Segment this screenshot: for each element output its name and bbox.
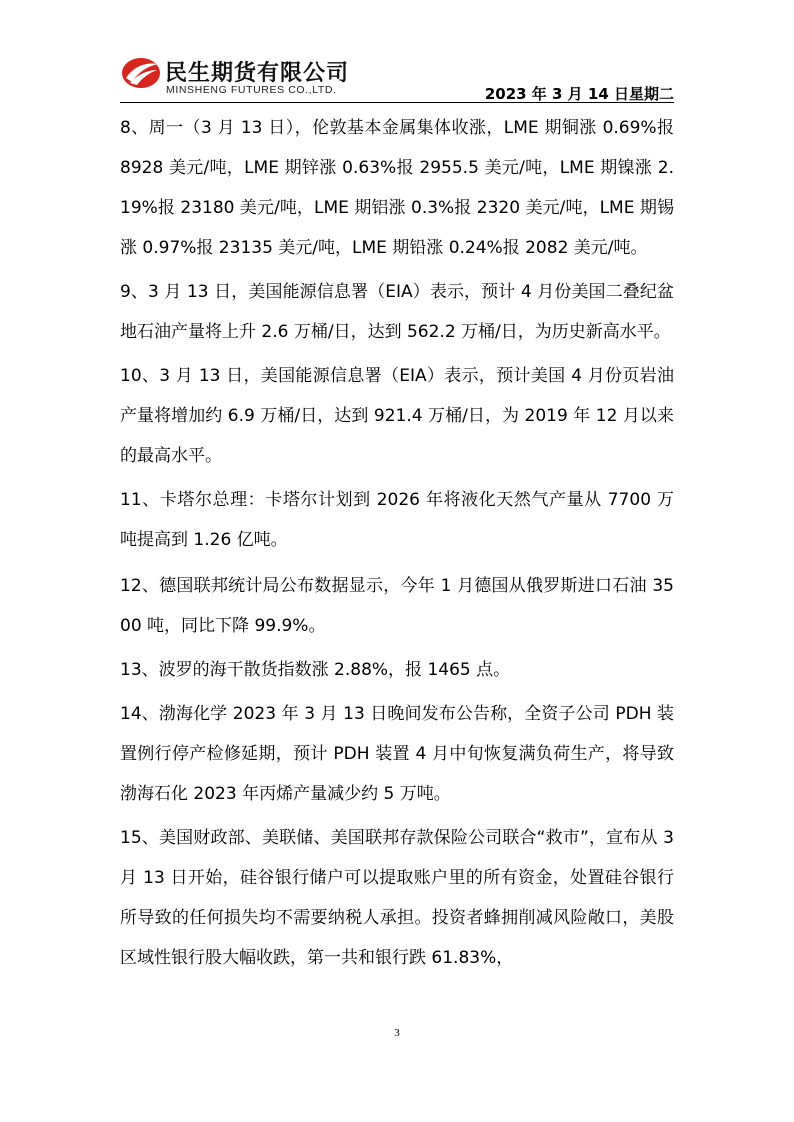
report-date: 2023 年 3 月 14 日星期二: [484, 85, 674, 103]
news-item-13: 13、波罗的海干散货指数涨 2.88%，报 1465 点。: [120, 660, 511, 680]
page-number: 3: [394, 1027, 400, 1039]
news-item-10: 10、3 月 13 日，美国能源信息署（EIA）表示，预计美国 4 月份页岩油产量将增加约 6.9 万桶/日，达到 921.4 万桶/日，为 2019 年 12 月以来的最高水平。: [120, 366, 674, 466]
news-item-14: 14、渤海化学 2023 年 3 月 13 日晚间发布公告称，全资子公司 PDH 装置例行停产检修延期，预计 PDH 装置 4 月中旬恢复满负荷生产，将导致渤海石化 2023 年丙烯产量减少约 5 万吨。: [120, 704, 674, 804]
logo-chinese-name: 民生期货有限公司: [165, 61, 350, 86]
page-header: [120, 52, 674, 102]
logo-english-name: MINSHENG FUTURES CO.,LTD.: [166, 84, 337, 96]
news-item-12: 12、德国联邦统计局公布数据显示，今年 1 月德国从俄罗斯进口石油 3500 吨，同比下降 99.9%。: [120, 576, 674, 636]
news-item-15: 15、美国财政部、美联储、美国联邦存款保险公司联合“救市”，宣布从 3 月 13 日开始，硅谷银行储户可以提取账户里的所有资金，处置硅谷银行所导致的任何损失均不需要纳税人承担。投资者蜂拥削减风险敞口，美股区域性银行股大幅收跌，第一共和银行跌 61.83%，: [120, 828, 674, 968]
header-divider: [120, 102, 674, 103]
report-body: [120, 108, 674, 978]
news-item-11: 11、卡塔尔总理：卡塔尔计划到 2026 年将液化天然气产量从 7700 万吨提高到 1.26 亿吨。: [120, 490, 674, 550]
minsheng-logo-icon: [120, 56, 162, 90]
news-item-9: 9、3 月 13 日，美国能源信息署（EIA）表示，预计 4 月份美国二叠纪盆地石油产量将上升 2.6 万桶/日，达到 562.2 万桶/日，为历史新高水平。: [120, 282, 674, 342]
company-logo: [120, 52, 380, 100]
news-item-8: 8、周一（3 月 13 日），伦敦基本金属集体收涨，LME 期铜涨 0.69%报 8928 美元/吨，LME 期锌涨 0.63%报 2955.5 美元/吨，LME 期镍涨 2.19%报 23180 美元/吨，LME 期铝涨 0.3%报 2320 美元/吨，LME 期锡涨 0.97%报 23135 美元/吨，LME 期铅涨 0.24%报 2082 美元/吨。: [120, 118, 674, 258]
